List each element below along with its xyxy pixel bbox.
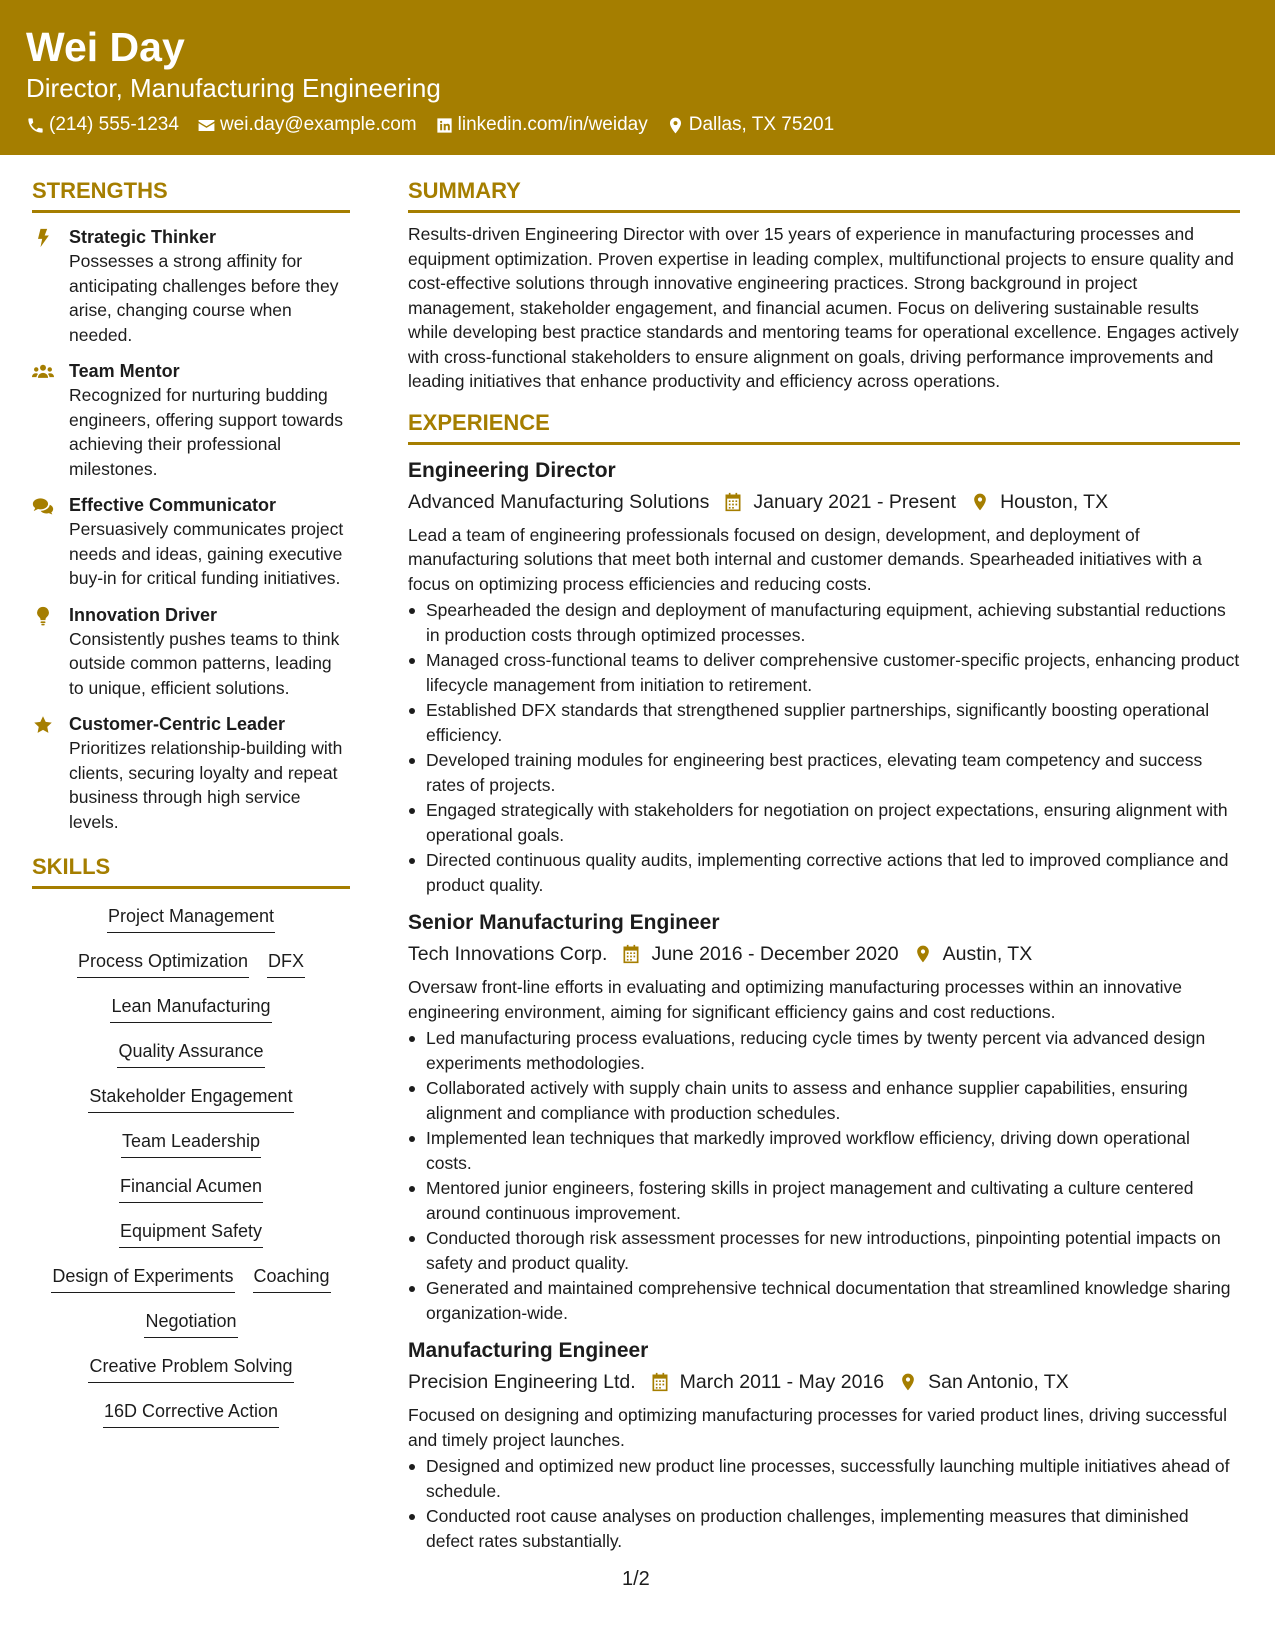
bullet-item: Conducted root cause analyses on production challenges, implementing measures that diminished defect rates substantially. [408,1504,1240,1553]
bolt-icon [32,228,54,248]
strength-title: Team Mentor [69,361,180,381]
skills-list [32,903,350,1443]
skill-tag: Design of Experiments [51,1263,234,1293]
company-name: Advanced Manufacturing Solutions [408,490,710,513]
calendar-icon [650,1372,670,1392]
skill-tag: Lean Manufacturing [110,993,271,1023]
skill-tag: Negotiation [144,1308,237,1338]
strength-title: Strategic Thinker [69,227,217,247]
strength-title: Innovation Driver [69,604,218,625]
strength-item [32,712,350,834]
job-bullets [408,598,1240,897]
job-description: Oversaw front-line efforts in evaluating and optimizing manufacturing processes within an innovative engineering environment, aiming for significant efficiency gains and cost reductions. [408,977,1182,1022]
skill-tag: Stakeholder Engagement [88,1083,293,1113]
strength-item [32,603,350,701]
phone-text: (214) 555-1234 [49,114,179,135]
strength-desc: Consistently pushes teams to think outside common patterns, leading to unique, efficient solutions. [69,628,340,698]
strength-desc: Prioritizes relationship-building with clients, securing loyalty and repeat business through high service levels. [69,738,343,832]
bullet-item: Spearheaded the design and deployment of manufacturing equipment, achieving substantial reductions in production costs through optimized processes. [408,598,1240,647]
job-dates: March 2011 - May 2016 [679,1371,885,1393]
strength-item [32,225,350,347]
skill-tag: Project Management [107,903,275,933]
job-description: Focused on designing and optimizing manufacturing processes for varied product lines, driving successful and timely project launches. [408,1405,1228,1450]
location-pin-icon [898,1372,918,1392]
left-column [32,176,350,1443]
experience-heading: EXPERIENCE [408,408,1240,445]
skill-row [108,1038,273,1083]
bullet-item: Conducted thorough risk assessment processes for new introductions, pinpointing potential impacts on safety and product quality. [408,1226,1240,1275]
bullet-item: Implemented lean techniques that markedly improved workflow efficiency, driving down operational costs. [408,1126,1240,1175]
candidate-title: Director, Manufacturing Engineering [26,73,441,103]
job-location: Austin, TX [942,943,1033,965]
skill-row [135,1308,246,1353]
job-meta [408,487,1240,517]
skill-tag: DFX [267,948,305,978]
strength-item [32,359,350,481]
job-title: Engineering Director [408,458,616,482]
bullet-item: Engaged strategically with stakeholders for negotiation on project expectations, ensuring alignment with operational goals. [408,798,1240,847]
skill-tag: Process Optimization [77,948,249,978]
skills-heading: SKILLS [32,852,350,889]
skill-row [68,948,314,993]
company-name: Tech Innovations Corp. [408,943,608,965]
star-icon [32,715,54,735]
strength-desc: Possesses a strong affinity for anticipating challenges before they arise, changing course when needed. [69,251,339,345]
skill-tag: Team Leadership [121,1128,261,1158]
bullet-item: Generated and maintained comprehensive technical documentation that streamlined knowledge sharing organization-wide. [408,1276,1240,1325]
page-number: 1/2 [622,1568,650,1590]
skill-row [110,1173,272,1218]
bullet-item: Mentored junior engineers, fostering skills in project management and cultivating a culture centered around continuous improvement. [408,1176,1240,1225]
resume-header [0,0,1275,155]
skill-tag: Quality Assurance [117,1038,264,1068]
strength-desc: Persuasively communicates project needs and ideas, gaining executive buy-in for critical funding initiatives. [69,519,344,588]
job-dates: January 2021 - Present [753,490,957,513]
linkedin-icon [435,116,454,135]
candidate-name: Wei Day [26,24,185,70]
skill-row [110,1218,272,1263]
job-bullets [408,1454,1240,1553]
job-description: Lead a team of engineering professionals focused on design, development, and deployment of manufacturing solutions that meet both internal and customer demands. Spearheaded initiatives with a focus on optimizing process efficiencies and reducing costs. [408,524,1202,594]
bullet-item: Collaborated actively with supply chain units to assess and enhance supplier capabilities, ensuring alignment and compliance with production schedules. [408,1076,1240,1125]
chat-bubbles-icon [32,496,54,516]
job-bullets [408,1026,1240,1325]
summary-text: Results-driven Engineering Director with over 15 years of experience in manufacturing processes and equipment optimization. Proven expertise in leading complex, multifunctional projects to ensure quality and cost-effective solutions through innovative engineering practices. Strong background in project management, stakeholder engagement, and financial acumen. Focus on delivering sustainable results while developing best practice standards and mentoring teams for operational excellence. Engages actively with cross-functional stakeholders to ensure alignment on goals, driving performance improvements and leading initiatives that enhance productivity and efficiency across operations. [408,224,1239,391]
bullet-item: Established DFX standards that strengthened supplier partnerships, significantly boosting operational efficiency. [408,698,1240,747]
skill-tag: 16D Corrective Action [103,1398,279,1428]
strengths-list [32,225,350,834]
location-pin-icon [666,116,685,135]
job-location: San Antonio, TX [928,1371,1069,1393]
contact-bar [26,114,1249,136]
linkedin-text[interactable]: linkedin.com/in/weiday [457,114,648,135]
envelope-icon [197,116,216,135]
strength-title: Customer-Centric Leader [69,714,286,734]
location-pin-icon [913,944,933,964]
contact-email[interactable] [197,114,417,136]
job-dates: June 2016 - December 2020 [651,943,899,965]
job-entry [408,1337,1240,1553]
bullet-item: Led manufacturing process evaluations, reducing cycle times by twenty percent via advanced design experiments methodologies. [408,1026,1240,1075]
job-meta [408,1367,1240,1397]
users-icon [32,362,54,382]
skill-row [98,903,284,948]
location-text: Dallas, TX 75201 [688,114,835,135]
skill-tag: Creative Problem Solving [88,1353,293,1383]
skill-row [79,1083,302,1128]
skill-row [42,1263,339,1308]
job-entry [408,909,1240,1325]
summary-heading: SUMMARY [408,176,1240,213]
company-name: Precision Engineering Ltd. [408,1371,636,1393]
job-title: Manufacturing Engineer [408,1339,649,1362]
strength-item [32,493,350,591]
job-title: Senior Manufacturing Engineer [408,911,720,934]
skill-row [94,1398,288,1443]
contact-location [666,114,834,136]
bullet-item: Designed and optimized new product line processes, successfully launching multiple initiatives ahead of schedule. [408,1454,1240,1503]
job-location: Houston, TX [1000,490,1109,513]
calendar-icon [621,944,641,964]
skill-row [79,1353,302,1398]
strength-title: Effective Communicator [69,495,277,515]
lightbulb-icon [32,606,54,626]
skill-row [101,993,280,1038]
skill-tag: Financial Acumen [119,1173,263,1203]
skill-row [112,1128,270,1173]
bullet-item: Managed cross-functional teams to deliver comprehensive customer-specific projects, enhancing product lifecycle management from initiation to retirement. [408,648,1240,697]
job-meta [408,939,1240,969]
email-text[interactable]: wei.day@example.com [219,114,417,135]
calendar-icon [723,492,743,512]
bullet-item: Developed training modules for engineering best practices, elevating team competency and success rates of projects. [408,748,1240,797]
strengths-heading: STRENGTHS [32,176,350,213]
strength-desc: Recognized for nurturing budding engineers, offering support towards achieving their professional milestones. [69,385,344,479]
skill-tag: Equipment Safety [119,1218,263,1248]
skill-tag: Coaching [253,1263,331,1293]
location-pin-icon [970,492,990,512]
bullet-item: Directed continuous quality audits, implementing corrective actions that led to improved compliance and product quality. [408,848,1240,897]
right-column [408,176,1240,1554]
contact-phone [26,114,179,136]
contact-linkedin[interactable] [435,114,648,136]
phone-icon [26,116,45,135]
job-entry [408,457,1240,898]
